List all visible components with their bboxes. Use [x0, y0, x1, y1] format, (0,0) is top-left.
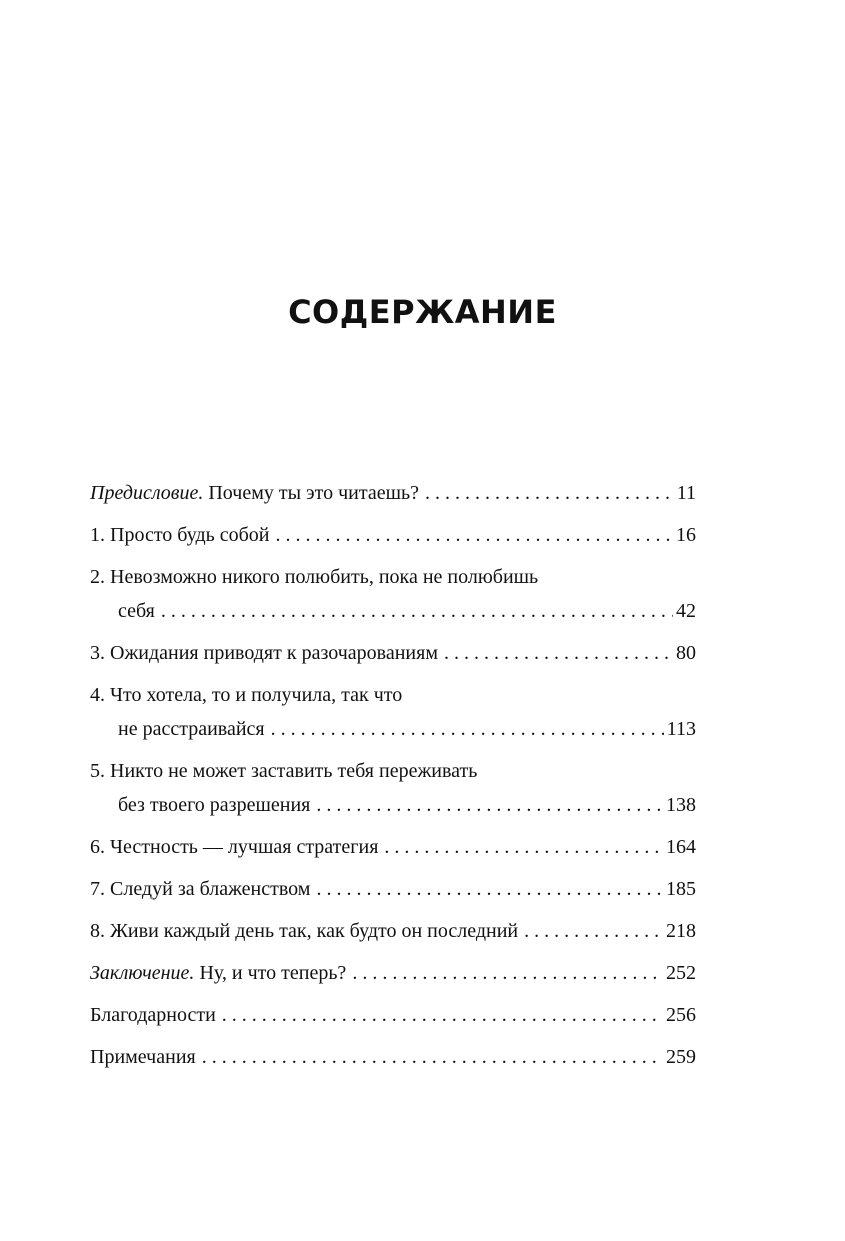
- toc-page-number: 113: [666, 718, 696, 740]
- toc-entry-notes[interactable]: [90, 1040, 696, 1074]
- toc-entry-prefix: Заключение.: [90, 962, 195, 984]
- toc-entry-title: 7. Следуй за блаженством: [90, 878, 311, 900]
- toc-page-number: 11: [676, 482, 696, 504]
- toc-entry-chapter-6[interactable]: [90, 830, 696, 864]
- toc-page-number: 42: [676, 600, 696, 622]
- page-title: СОДЕРЖАНИЕ: [288, 293, 557, 331]
- toc-entry-title: Заключение. Ну, и что теперь?: [90, 962, 347, 984]
- dot-leader: [316, 788, 663, 822]
- toc-entry-chapter-2[interactable]: [90, 560, 696, 628]
- toc-entry-chapter-5[interactable]: [90, 754, 696, 822]
- dot-leader: [271, 712, 664, 746]
- toc-page-number: 259: [666, 1046, 696, 1068]
- toc-page-number: 164: [666, 836, 696, 858]
- toc-line: [90, 1040, 696, 1074]
- toc-page-number: 16: [676, 524, 696, 546]
- toc-entry-chapter-7[interactable]: [90, 872, 696, 906]
- toc-entry-preface[interactable]: [90, 476, 696, 510]
- toc-page-number: 138: [666, 794, 696, 816]
- toc-page-number: 252: [666, 962, 696, 984]
- toc-line: [90, 998, 696, 1032]
- toc-entry-prefix: Предисловие.: [90, 482, 204, 504]
- toc-line: [90, 476, 696, 510]
- toc-entry-conclusion[interactable]: [90, 956, 696, 990]
- dot-leader: [444, 636, 673, 670]
- toc-entry-title-line1: 4. Что хотела, то и получила, так что: [90, 684, 403, 706]
- toc-line: [90, 518, 696, 552]
- toc-entry-title-line2: не расстраивайся: [118, 718, 265, 740]
- dot-leader: [524, 914, 663, 948]
- toc-entry-title: 8. Живи каждый день так, как будто он последний: [90, 920, 519, 942]
- dot-leader: [316, 872, 663, 906]
- toc-entry-title: Предисловие. Почему ты это читаешь?: [90, 482, 419, 504]
- toc-entry-chapter-1[interactable]: [90, 518, 696, 552]
- toc-entry-title: 6. Честность — лучшая стратегия: [90, 836, 379, 858]
- toc-line: [90, 754, 696, 788]
- toc-page-number: 185: [666, 878, 696, 900]
- toc-page-number: 80: [676, 642, 696, 664]
- toc-entry-title: 3. Ожидания приводят к разочарованиям: [90, 642, 438, 664]
- toc-line: [90, 560, 696, 594]
- dot-leader: [425, 476, 674, 510]
- dot-leader: [384, 830, 663, 864]
- table-of-contents: [90, 476, 696, 1082]
- toc-page-number: 218: [666, 920, 696, 942]
- toc-entry-chapter-8[interactable]: [90, 914, 696, 948]
- toc-line: [90, 956, 696, 990]
- toc-entry-title-line1: 5. Никто не может заставить тебя переживать: [90, 760, 478, 782]
- dot-leader: [222, 998, 663, 1032]
- toc-entry-title-line2: себя: [118, 600, 155, 622]
- toc-entry-chapter-4[interactable]: [90, 678, 696, 746]
- toc-entry-title: Примечания: [90, 1046, 196, 1068]
- toc-entry-title-line2: без твоего разрешения: [118, 794, 311, 816]
- toc-page-number: 256: [666, 1004, 696, 1026]
- toc-entry-chapter-3[interactable]: [90, 636, 696, 670]
- toc-line: [90, 872, 696, 906]
- toc-entry-title-line1: 2. Невозможно никого полюбить, пока не полюбишь: [90, 566, 539, 588]
- toc-line: [90, 788, 696, 822]
- toc-line: [90, 678, 696, 712]
- dot-leader: [352, 956, 663, 990]
- dot-leader: [161, 594, 673, 628]
- toc-line: [90, 712, 696, 746]
- dot-leader: [202, 1040, 663, 1074]
- dot-leader: [276, 518, 673, 552]
- toc-entry-acknowledgements[interactable]: [90, 998, 696, 1032]
- toc-line: [90, 914, 696, 948]
- toc-line: [90, 636, 696, 670]
- toc-line: [90, 830, 696, 864]
- toc-line: [90, 594, 696, 628]
- toc-entry-title: Благодарности: [90, 1004, 216, 1026]
- toc-entry-title: 1. Просто будь собой: [90, 524, 270, 546]
